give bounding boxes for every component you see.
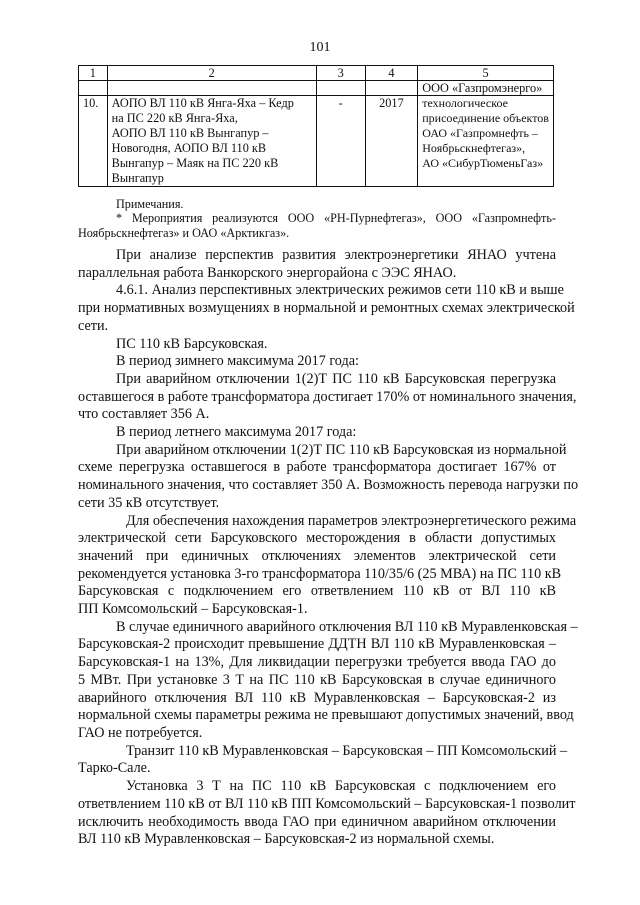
notes-title: Примечания. (116, 197, 184, 211)
paragraph (78, 618, 578, 743)
measures-table (78, 65, 554, 187)
paragraph-line: ПП Комсомольский – Барсуковская-1. (78, 601, 308, 618)
measure-line: Новогодня, АОПО ВЛ 110 кВ (111, 141, 267, 155)
paragraph-line: Барсуковская-2 происходит превышение ДДТН ВЛ 110 кВ Муравленковская – (78, 636, 556, 653)
paragraph-line: Установка 3 Т на ПС 110 кВ Барсуковская с подключением его (126, 778, 556, 795)
paragraph (78, 353, 556, 371)
body-text (78, 247, 579, 849)
paragraph-line: исключить необходимость ввода ГАО при единичном аварийном отключении (78, 813, 556, 830)
paragraph-line: В период зимнего максимума 2017 года: (116, 353, 359, 370)
paragraph-line: ПС 110 кВ Барсуковская. (116, 335, 268, 352)
row-number: 10. (79, 96, 108, 187)
paragraph (78, 282, 575, 335)
page-number: 101 (309, 40, 331, 55)
paragraph-line: В период летнего максимума 2017 года: (116, 424, 357, 441)
paragraph-line: 4.6.1. Анализ перспективных электрических режимов сети 110 кВ и выше (116, 282, 564, 299)
header-col-3: 3 (316, 66, 365, 81)
paragraph-line: При анализе перспектив развития электроэнергетики ЯНАО учтена (116, 247, 556, 263)
cont-cell-4 (365, 81, 418, 96)
header-col-4: 4 (365, 66, 418, 81)
paragraph-line: 5 МВт. При установке 3 Т на ПС 110 кВ Барсуковская в случае единичного (78, 671, 556, 688)
paragraph-line: При аварийном отключении 1(2)Т ПС 110 кВ Барсуковская из нормальной (116, 441, 567, 458)
cont-cell-3 (316, 81, 365, 96)
paragraph-line: схеме перегрузка оставшегося в работе трансформатора достигает 167% от (78, 459, 556, 476)
paragraph-line: значений при единичных отключениях элементов электрической сети (78, 547, 556, 564)
paragraph-line: нормальной схемы параметры режима не превышают допустимых значений, ввод (78, 707, 574, 724)
paragraph-line: Транзит 110 кВ Муравленковская – Барсуковская – ПП Комсомольский – (126, 742, 568, 759)
paragraph-line: ГАО не потребуется. (78, 724, 203, 741)
header-col-2: 2 (107, 66, 316, 81)
paragraph-line: сети. (78, 317, 109, 334)
purpose-line: присоединение объектов (422, 111, 549, 125)
paragraph-line: Барсуковская с подключением его ответвлением 110 кВ от ВЛ 110 кВ (78, 583, 556, 600)
paragraph-line: параллельная работа Ванкорского энергорайона с ЭЭС ЯНАО. (78, 264, 457, 281)
paragraph-line: При аварийном отключении 1(2)Т ПС 110 кВ Барсуковская перегрузка (116, 370, 556, 387)
footnote-line: Ноябрьскнефтегаз» и ОАО «Арктикгаз». (78, 226, 290, 240)
paragraph-line: Тарко-Сале. (78, 760, 151, 777)
purpose-line: Ноябрьскнефтегаз», (422, 141, 526, 155)
cont-cell-5: ООО «Газпромэнерго» (418, 81, 554, 96)
paragraph (78, 742, 568, 778)
paragraph-line: рекомендуется установка 3-го трансформатора 110/35/6 (25 МВА) на ПС 110 кВ (78, 565, 562, 582)
measure-line: АОПО ВЛ 110 кВ Янга-Яха – Кедр (111, 96, 294, 110)
paragraph-line: ответвлением 110 кВ от ВЛ 110 кВ ПП Комсомольский – Барсуковская-1 позволит (78, 795, 576, 812)
purpose-line: АО «СибурТюменьГаз» (422, 156, 544, 170)
paragraph-line: В случае единичного аварийного отключения ВЛ 110 кВ Муравленковская – (116, 618, 578, 635)
paragraph-line: аварийного отключения ВЛ 110 кВ Муравленковская – Барсуковская-2 из (78, 689, 556, 706)
table-header-row (79, 66, 554, 81)
row-measure-name (107, 96, 316, 187)
row-col-3: - (316, 96, 365, 187)
paragraph (78, 247, 556, 282)
measure-line: Вынгапур (111, 171, 164, 185)
paragraph-line: ВЛ 110 кВ Муравленковская – Барсуковская-2 из нормальной схемы. (78, 831, 495, 848)
paragraph-line: номинального значения, что составляет 350 А. Возможность перевода нагрузки по (78, 477, 579, 494)
purpose-line: технологическое (422, 96, 508, 110)
paragraph-line: Для обеспечения нахождения параметров электроэнергетического режима (126, 512, 577, 529)
paragraph-line: при нормативных возмущениях в нормальной и ремонтных схемах электрической (78, 300, 575, 317)
footnote (78, 211, 556, 241)
paragraph (78, 778, 576, 849)
measure-line: Вынгапур – Маяк на ПС 220 кВ (111, 156, 279, 170)
header-col-5: 5 (418, 66, 554, 81)
paragraph-line: электрической сети Барсуковского месторождения в области допустимых (78, 530, 556, 547)
paragraph-line: сети 35 кВ отсутствует. (78, 494, 220, 511)
row-year: 2017 (365, 96, 418, 187)
table-row (79, 96, 554, 187)
cont-cell-2 (107, 81, 316, 96)
measure-line: АОПО ВЛ 110 кВ Вынгапур – (111, 126, 269, 140)
cont-cell-1 (79, 81, 108, 96)
header-col-1: 1 (79, 66, 108, 81)
purpose-line: ОАО «Газпромнефть – (422, 126, 538, 140)
paragraph (78, 424, 556, 442)
paragraph-line: оставшегося в работе трансформатора достигает 170% от номинального значения, (78, 388, 577, 405)
paragraph (78, 512, 577, 619)
row-purpose (418, 96, 554, 187)
measure-line: на ПС 220 кВ Янга-Яха, (111, 111, 238, 125)
footnote-line: * Мероприятия реализуются ООО «РН-Пурнефтегаз», ООО «Газпромнефть- (116, 211, 556, 225)
paragraph (78, 370, 577, 424)
paragraph-line: что составляет 356 А. (78, 406, 210, 423)
paragraph (78, 336, 556, 354)
paragraph (78, 441, 579, 513)
paragraph-line: Барсуковская-1 на 13%, Для ликвидации перегрузки требуется ввода ГАО до (78, 654, 556, 671)
table-row-continuation (79, 81, 554, 96)
